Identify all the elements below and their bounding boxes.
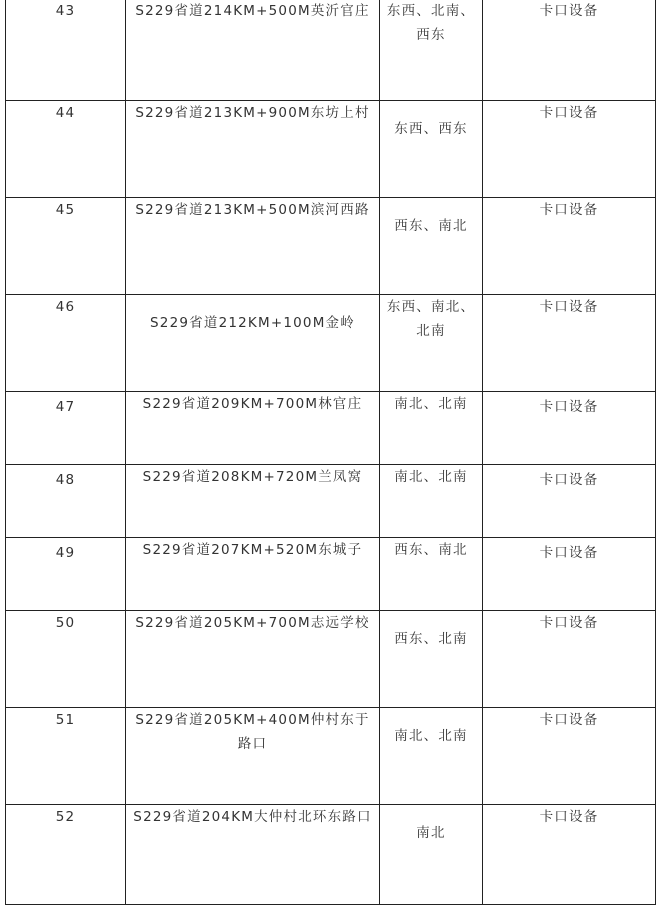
device-type-cell: 卡口设备	[483, 295, 656, 392]
direction-cell: 东西、南北、北南	[380, 295, 483, 392]
row-number: 50	[6, 611, 126, 708]
device-type-cell: 卡口设备	[483, 708, 656, 805]
device-type-cell: 卡口设备	[483, 805, 656, 905]
table-row	[6, 805, 656, 905]
row-number: 51	[6, 708, 126, 805]
direction-cell: 西东、北南	[380, 611, 483, 708]
table-row	[6, 198, 656, 295]
location-cell: S229省道205KM+700M志远学校	[126, 611, 380, 708]
device-type-cell: 卡口设备	[483, 611, 656, 708]
location-cell: S229省道204KM大仲村北环东路口	[126, 805, 380, 905]
direction-cell: 东西、北南、西东	[380, 0, 483, 101]
direction-cell: 南北、北南	[380, 465, 483, 538]
row-number: 47	[6, 392, 126, 465]
location-cell: S229省道213KM+500M滨河西路	[126, 198, 380, 295]
row-number: 49	[6, 538, 126, 611]
row-number: 48	[6, 465, 126, 538]
table-row	[6, 708, 656, 805]
location-cell: S229省道208KM+720M兰凤窝	[126, 465, 380, 538]
table-row	[6, 611, 656, 708]
row-number: 43	[6, 0, 126, 101]
location-cell: S229省道214KM+500M英沂官庄	[126, 0, 380, 101]
table-row	[6, 0, 656, 101]
direction-cell: 南北	[380, 805, 483, 905]
row-number: 45	[6, 198, 126, 295]
location-cell: S229省道212KM+100M金岭	[126, 295, 380, 392]
row-number: 52	[6, 805, 126, 905]
row-number: 44	[6, 101, 126, 198]
direction-cell: 东西、西东	[380, 101, 483, 198]
table-row	[6, 295, 656, 392]
location-cell: S229省道207KM+520M东城子	[126, 538, 380, 611]
direction-cell: 西东、南北	[380, 538, 483, 611]
location-cell: S229省道213KM+900M东坊上村	[126, 101, 380, 198]
device-type-cell: 卡口设备	[483, 198, 656, 295]
device-type-cell: 卡口设备	[483, 0, 656, 101]
direction-cell: 南北、北南	[380, 392, 483, 465]
device-type-cell: 卡口设备	[483, 101, 656, 198]
direction-cell: 南北、北南	[380, 708, 483, 805]
device-table	[5, 0, 656, 905]
row-number: 46	[6, 295, 126, 392]
table-row	[6, 538, 656, 611]
location-cell: S229省道205KM+400M仲村东于路口	[126, 708, 380, 805]
table-row	[6, 392, 656, 465]
direction-cell: 西东、南北	[380, 198, 483, 295]
table-row	[6, 465, 656, 538]
location-cell: S229省道209KM+700M林官庄	[126, 392, 380, 465]
table-row	[6, 101, 656, 198]
device-type-cell: 卡口设备	[483, 538, 656, 611]
device-type-cell: 卡口设备	[483, 392, 656, 465]
device-type-cell: 卡口设备	[483, 465, 656, 538]
